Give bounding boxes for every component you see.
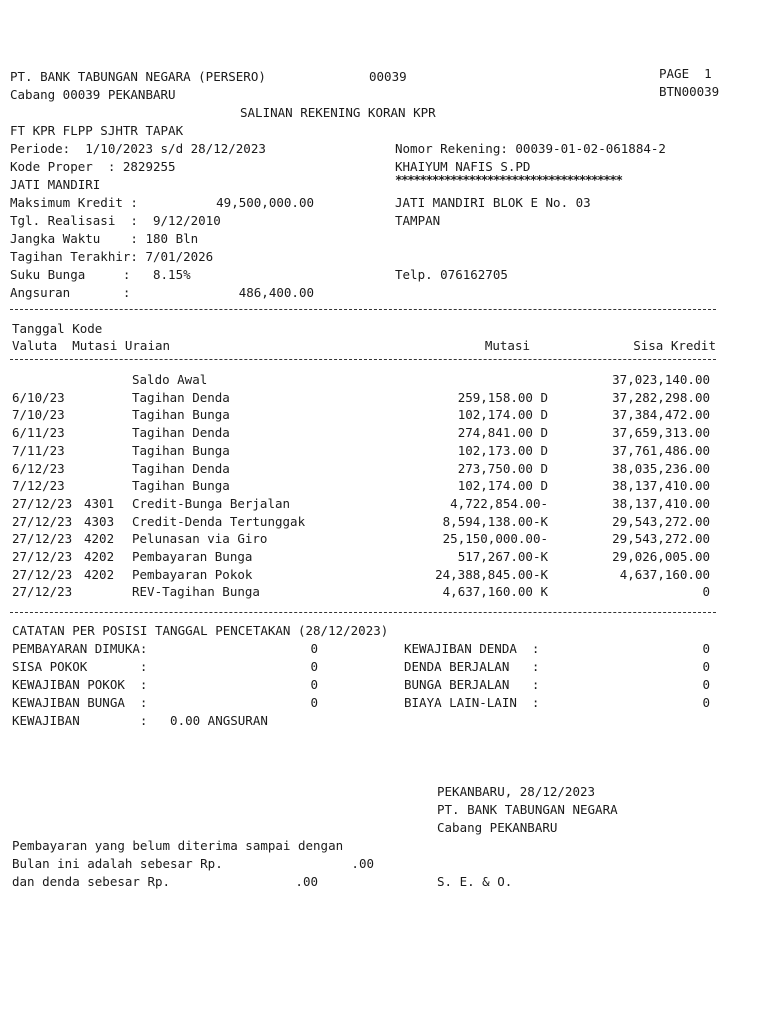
maksimum-kredit-value: 49,500,000.00 — [216, 195, 314, 210]
cell-mutasi: 517,267.00-K — [457, 549, 548, 564]
catatan-left-value: 0 — [310, 641, 318, 656]
cell-mutasi: 25,150,000.00- — [442, 531, 548, 547]
cell-sisa-kredit: 4,637,160.00 — [619, 566, 710, 582]
maksimum-kredit-label: Maksimum Kredit : — [10, 195, 138, 210]
cell-mutasi: 102,174.00 D — [457, 407, 548, 423]
catatan-left-value: 0 — [310, 659, 318, 674]
cell-date: 27/12/23 — [12, 513, 73, 529]
cell-uraian: REV-Tagihan Bunga — [132, 584, 260, 600]
address-line-1: JATI MANDIRI BLOK E No. 03 — [395, 195, 591, 210]
cell-mutasi: 24,388,845.00-K — [435, 566, 548, 582]
tgl-realisasi: Tgl. Realisasi : 9/12/2010 — [10, 213, 221, 228]
cell-uraian: Tagihan Bunga — [132, 442, 230, 458]
footer-bank-name: PT. BANK TABUNGAN NEGARA — [437, 802, 618, 817]
project-name: JATI MANDIRI — [10, 177, 101, 192]
product-name: FT KPR FLPP SJHTR TAPAK — [10, 123, 184, 138]
catatan-left-value: 0 — [310, 677, 318, 692]
cell-mutasi: 102,174.00 D — [457, 478, 548, 494]
catatan-right-value: 0 — [702, 659, 710, 674]
cell-uraian: Tagihan Bunga — [132, 478, 230, 494]
note-line-3-value: .00 — [295, 874, 318, 889]
branch-code: 00039 — [369, 69, 407, 84]
column-header-mutasi: Mutasi — [484, 338, 530, 353]
suku-bunga: Suku Bunga : 8.15% — [10, 267, 191, 282]
cell-date: 7/10/23 — [12, 407, 65, 423]
kewajiban-angsuran: KEWAJIBAN : 0.00 ANGSURAN — [12, 713, 268, 728]
periode: Periode: 1/10/2023 s/d 28/12/2023 — [10, 141, 266, 156]
catatan-right-label: DENDA BERJALAN : — [404, 659, 540, 674]
cell-uraian: Pembayaran Bunga — [132, 549, 253, 564]
column-header-sisa-kredit: Sisa Kredit — [633, 338, 716, 353]
cell-date: 7/11/23 — [12, 442, 65, 458]
cell-uraian: Pelunasan via Giro — [132, 531, 268, 547]
cell-mutasi: 4,722,854.00- — [450, 495, 548, 511]
catatan-right-value: 0 — [702, 695, 710, 710]
page-number: PAGE 1 — [659, 66, 712, 81]
page-title: SALINAN REKENING KORAN KPR — [240, 105, 436, 120]
cell-code: 4301 — [84, 495, 115, 511]
nomor-rekening: Nomor Rekening: 00039-01-02-061884-2 — [395, 141, 666, 156]
cell-uraian: Pembayaran Pokok — [132, 566, 253, 582]
divider — [10, 612, 716, 613]
catatan-left-label: SISA POKOK : — [12, 659, 148, 674]
cell-mutasi: 273,750.00 D — [457, 460, 548, 476]
table-header-line-2: Valuta Mutasi Uraian — [12, 338, 171, 353]
table-header-line-1: Tanggal Kode — [12, 321, 103, 336]
cell-mutasi: 274,841.00 D — [457, 425, 548, 441]
catatan-left-label: PEMBAYARAN DIMUKA: — [12, 641, 148, 656]
cell-sisa-kredit: 37,659,313.00 — [612, 425, 710, 441]
cell-mutasi: 4,637,160.00 K — [442, 584, 548, 600]
cell-date: 6/11/23 — [12, 425, 65, 441]
cell-sisa-kredit: 37,282,298.00 — [612, 389, 710, 405]
cell-uraian: Tagihan Denda — [132, 389, 230, 405]
cell-sisa-kredit: 37,384,472.00 — [612, 407, 710, 423]
place-date: PEKANBARU, 28/12/2023 — [437, 784, 596, 799]
cell-sisa-kredit: 38,035,236.00 — [612, 460, 710, 476]
note-line-2-value: .00 — [351, 856, 374, 871]
cell-mutasi: 259,158.00 D — [457, 389, 548, 405]
cell-sisa-kredit: 0 — [702, 584, 710, 600]
cell-sisa-kredit: 29,543,272.00 — [612, 513, 710, 529]
cell-date: 27/12/23 — [12, 584, 73, 600]
cell-date: 27/12/23 — [12, 495, 73, 511]
cell-uraian: Saldo Awal — [132, 372, 208, 387]
cell-mutasi: 8,594,138.00-K — [442, 513, 548, 529]
cell-code: 4202 — [84, 566, 115, 582]
cell-date: 6/12/23 — [12, 460, 65, 476]
cell-date: 7/12/23 — [12, 478, 65, 494]
angsuran-label: Angsuran : — [10, 285, 131, 300]
catatan-left-label: KEWAJIBAN BUNGA : — [12, 695, 148, 710]
catatan-title: CATATAN PER POSISI TANGGAL PENCETAKAN (28/12/2023) — [12, 623, 389, 638]
address-line-2: TAMPAN — [395, 213, 441, 228]
cell-uraian: Tagihan Denda — [132, 425, 230, 441]
cell-date: 27/12/23 — [12, 531, 73, 547]
cell-uraian: Credit-Denda Tertunggak — [132, 513, 306, 529]
bank-name: PT. BANK TABUNGAN NEGARA (PERSERO) — [10, 69, 266, 84]
cell-code: 4202 — [84, 531, 115, 547]
cell-mutasi: 102,173.00 D — [457, 442, 548, 458]
cell-sisa-kredit: 37,761,486.00 — [612, 442, 710, 458]
kode-proper: Kode Proper : 2829255 — [10, 159, 176, 174]
cell-date: 27/12/23 — [12, 549, 73, 564]
cell-date: 27/12/23 — [12, 566, 73, 582]
cell-code: 4202 — [84, 549, 115, 564]
cell-sisa-kredit: 38,137,410.00 — [612, 478, 710, 494]
catatan-right-value: 0 — [702, 677, 710, 692]
cell-uraian: Tagihan Denda — [132, 460, 230, 476]
divider — [10, 359, 716, 360]
branch-name: Cabang 00039 PEKANBARU — [10, 87, 176, 102]
customer-name: KHAIYUM NAFIS S.PD — [395, 159, 531, 174]
divider — [10, 309, 716, 310]
catatan-left-label: KEWAJIBAN POKOK : — [12, 677, 148, 692]
angsuran-value: 486,400.00 — [238, 285, 314, 300]
cell-date: 6/10/23 — [12, 389, 65, 405]
note-line-1: Pembayaran yang belum diterima sampai dengan — [12, 838, 344, 853]
masked-line: ************************************* — [395, 172, 622, 187]
catatan-right-value: 0 — [702, 641, 710, 656]
catatan-right-label: BIAYA LAIN-LAIN : — [404, 695, 540, 710]
catatan-right-label: BUNGA BERJALAN : — [404, 677, 540, 692]
cell-sisa-kredit: 38,137,410.00 — [612, 495, 710, 511]
catatan-left-value: 0 — [310, 695, 318, 710]
telephone: Telp. 076162705 — [395, 267, 508, 282]
cell-uraian: Credit-Bunga Berjalan — [132, 495, 291, 511]
document-code: BTN00039 — [659, 84, 720, 99]
cell-uraian: Tagihan Bunga — [132, 407, 230, 423]
cell-sisa-kredit: 29,026,005.00 — [612, 549, 710, 564]
catatan-right-label: KEWAJIBAN DENDA : — [404, 641, 540, 656]
cell-sisa-kredit: 37,023,140.00 — [612, 372, 710, 387]
note-line-3-label: dan denda sebesar Rp. — [12, 874, 171, 889]
jangka-waktu: Jangka Waktu : 180 Bln — [10, 231, 199, 246]
note-line-2-label: Bulan ini adalah sebesar Rp. — [12, 856, 223, 871]
errors-omissions: S. E. & O. — [437, 874, 513, 889]
footer-branch: Cabang PEKANBARU — [437, 820, 558, 835]
tagihan-terakhir: Tagihan Terakhir: 7/01/2026 — [10, 249, 214, 264]
cell-sisa-kredit: 29,543,272.00 — [612, 531, 710, 547]
cell-code: 4303 — [84, 513, 115, 529]
